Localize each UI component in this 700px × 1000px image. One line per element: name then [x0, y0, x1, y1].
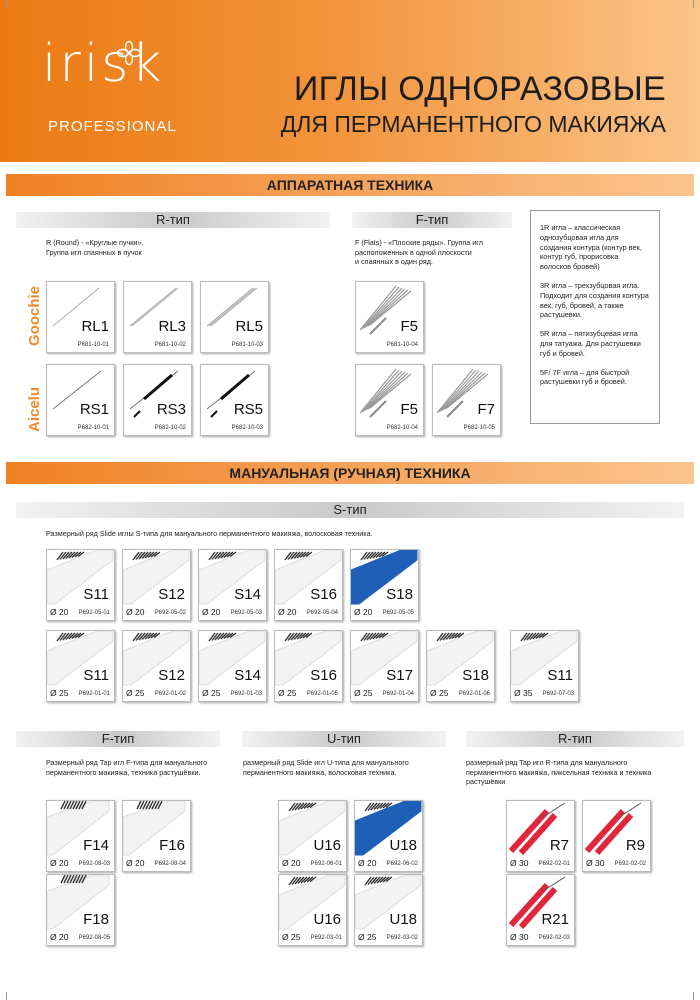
needle-card: [46, 630, 115, 702]
needle-name: F18: [83, 911, 109, 928]
needle-code: P682-10-02: [154, 425, 186, 431]
brand-label-aicelu: Aicelu: [26, 386, 43, 432]
needle-code: P692-07-03: [542, 691, 574, 697]
needle-card: [46, 549, 115, 621]
needle-card: [506, 874, 575, 946]
needle-card: [200, 281, 269, 353]
needle-name: S11: [83, 667, 109, 684]
needle-name: F14: [83, 837, 109, 854]
r-type-desc: R (Round) - «Круглые пучки». Группа игл спаянных в пучок: [46, 238, 144, 257]
needle-code: P692-01-01: [78, 691, 110, 697]
needle-name: S18: [462, 667, 489, 684]
needle-card: [122, 630, 191, 702]
brand-logo-sub: PROFESSIONAL: [48, 118, 177, 135]
page-subtitle: ДЛЯ ПЕРМАНЕНТНОГО МАКИЯЖА: [280, 111, 666, 137]
needle-code: P692-08-05: [78, 935, 110, 941]
u-type-header: [242, 731, 446, 747]
brand-logo: irisk: [42, 34, 165, 94]
needle-name: R21: [541, 911, 569, 928]
needle-code: P681-10-02: [154, 342, 186, 348]
f-type-heading: F-тип: [415, 212, 449, 227]
needle-code: P682-10-03: [231, 425, 263, 431]
needle-name: RL3: [158, 318, 186, 335]
flower-icon: [116, 40, 142, 66]
needle-card: [278, 874, 347, 946]
needle-code: P692-05-04: [306, 610, 338, 616]
s-type-heading: S-тип: [333, 502, 367, 517]
crop-mark: [6, 992, 7, 1000]
needle-code: P692-03-02: [386, 935, 418, 941]
needle-name: S16: [310, 667, 337, 684]
info-box: [530, 210, 660, 424]
needle-diameter: Ø 25: [354, 688, 373, 698]
info-1r: 1R игла – классическая однозубцовая игла для создания контура (контур век, контур губ, прорисовка волосков бровей): [540, 223, 642, 272]
r-type-header: [16, 212, 330, 228]
section-title-hardware: АППАРАТНАЯ ТЕХНИКА: [266, 177, 434, 193]
needle-card: [274, 630, 343, 702]
manual-r-type-header: [466, 731, 684, 747]
needle-card: [506, 800, 575, 872]
needle-card: [278, 800, 347, 872]
f-type-header: [352, 212, 512, 228]
needle-diameter: Ø 20: [358, 858, 377, 868]
crop-mark: [693, 992, 694, 1000]
manual-f-type-heading: F-тип: [101, 731, 135, 746]
needle-diameter: Ø 20: [50, 858, 69, 868]
needle-name: RS1: [79, 401, 109, 418]
needle-code: P692-03-01: [310, 935, 342, 941]
needle-name: F5: [400, 401, 418, 418]
needle-card: [200, 364, 269, 436]
needle-card: [355, 364, 424, 436]
needle-diameter: Ø 20: [202, 607, 221, 617]
needle-card: [350, 630, 419, 702]
needle-diameter: Ø 25: [50, 688, 69, 698]
needle-diameter: Ø 25: [430, 688, 449, 698]
needle-card: [122, 800, 191, 872]
needle-name: U18: [389, 837, 417, 854]
needle-code: P692-06-01: [310, 861, 342, 867]
needle-card: [46, 800, 115, 872]
needle-name: U16: [313, 837, 341, 854]
needle-name: F5: [400, 318, 418, 335]
needle-diameter: Ø 20: [50, 607, 69, 617]
needle-card: [46, 364, 115, 436]
needle-code: P692-08-03: [78, 861, 110, 867]
r-type-heading: R-тип: [156, 212, 190, 227]
needle-code: P681-10-03: [231, 342, 263, 348]
needle-diameter: Ø 25: [282, 932, 301, 942]
needle-diameter: Ø 25: [358, 932, 377, 942]
manual-f-type-desc: Размерный ряд Tap игл F-типа для мануального перманентного макияжа, техника растушёвки.: [46, 758, 208, 777]
needle-code: P692-01-03: [230, 691, 262, 697]
needle-card: [355, 281, 424, 353]
section-title-manual: МАНУАЛЬНАЯ (РУЧНАЯ) ТЕХНИКА: [229, 465, 471, 481]
needle-code: P692-05-03: [230, 610, 262, 616]
needle-name: R7: [549, 837, 569, 854]
needle-name: S14: [234, 586, 261, 603]
needle-name: S11: [547, 667, 573, 684]
needle-card: [354, 874, 423, 946]
needle-diameter: Ø 20: [126, 607, 145, 617]
needle-name: S12: [158, 586, 185, 603]
needle-name: S12: [158, 667, 185, 684]
needle-card: [350, 549, 419, 621]
info-5f7f: 5F/ 7F игла – для быстрой растушевки губ и бровей.: [540, 367, 630, 387]
needle-card: [426, 630, 495, 702]
needle-card: [123, 281, 192, 353]
needle-name: S16: [310, 586, 337, 603]
s-type-desc: Размерный ряд Slide иглы S-типа для мануального перманентного макияжа, волосковая техника.: [46, 529, 373, 538]
needle-name: U18: [389, 911, 417, 928]
brand-label-goochie: Goochie: [26, 285, 43, 346]
needle-code: P692-01-06: [458, 691, 490, 697]
needle-diameter: Ø 25: [202, 688, 221, 698]
needle-name: S14: [234, 667, 261, 684]
needle-code: P692-01-02: [154, 691, 186, 697]
needle-code: P682-10-05: [463, 425, 495, 431]
needle-code: P692-01-05: [306, 691, 338, 697]
needle-name: RS5: [233, 401, 263, 418]
needle-diameter: Ø 25: [278, 688, 297, 698]
needle-code: P682-10-01: [77, 425, 109, 431]
needle-diameter: Ø 30: [586, 858, 605, 868]
manual-r-type-heading: R-тип: [558, 731, 592, 746]
needle-name: RS3: [156, 401, 186, 418]
needle-diameter: Ø 30: [510, 932, 529, 942]
needle-name: RL1: [81, 318, 109, 335]
page-title: ИГЛЫ ОДНОРАЗОВЫЕ: [293, 70, 666, 108]
needle-name: S11: [83, 586, 109, 603]
needle-diameter: Ø 20: [50, 932, 69, 942]
manual-r-type-desc: размерный ряд Tap игл R-типа для мануального перманентного макияжа, пиксельная техника и техника растушёвки: [466, 758, 652, 786]
needle-name: RL5: [235, 318, 263, 335]
needle-code: P692-08-04: [154, 861, 186, 867]
needle-code: P682-10-04: [386, 425, 418, 431]
needle-code: P692-01-04: [382, 691, 414, 697]
needle-code: P681-10-01: [77, 342, 109, 348]
needle-code: P692-05-05: [382, 610, 414, 616]
needle-card: [354, 800, 423, 872]
needle-card: [198, 549, 267, 621]
needle-name: S17: [386, 667, 413, 684]
needle-code: P692-06-02: [386, 861, 418, 867]
needle-card: [46, 874, 115, 946]
needle-card: [123, 364, 192, 436]
needle-card: [582, 800, 651, 872]
needle-name: F16: [159, 837, 185, 854]
needle-card: [122, 549, 191, 621]
needle-code: P692-02-01: [538, 861, 570, 867]
needle-diameter: Ø 20: [126, 858, 145, 868]
needle-code: P692-02-02: [614, 861, 646, 867]
info-3r: 3R игла – трехзубцовая игла. Подходит для создания контура век, губ, бровей, а также растушевки.: [540, 280, 649, 320]
needle-code: P692-05-01: [78, 610, 110, 616]
u-type-heading: U-тип: [327, 731, 361, 746]
needle-name: S18: [386, 586, 413, 603]
needle-diameter: Ø 20: [354, 607, 373, 617]
needle-code: P681-10-04: [386, 342, 418, 348]
s-type-header: [16, 502, 684, 518]
needle-card: [198, 630, 267, 702]
f-type-desc: F (Flats) - «Плоские ряды». Группа игл расположенных в одной плоскости и спаянных в один ряд.: [355, 238, 483, 266]
manual-f-type-header: [16, 731, 220, 747]
needle-card: [510, 630, 579, 702]
needle-diameter: Ø 20: [282, 858, 301, 868]
needle-name: U16: [313, 911, 341, 928]
needle-name: F7: [477, 401, 495, 418]
u-type-desc: размерный ряд Slide игл U-типа для мануального перманентного макияжа, волосковая техника.: [243, 758, 409, 777]
needle-card: [274, 549, 343, 621]
needle-card: [432, 364, 501, 436]
needle-code: P692-02-03: [538, 935, 570, 941]
needle-code: P692-05-02: [154, 610, 186, 616]
info-5r: 5R игла – пятизубцевая игла для татуажа. Для растушевки губ и бровей.: [540, 329, 641, 358]
needle-diameter: Ø 20: [278, 607, 297, 617]
needle-name: R9: [625, 837, 645, 854]
needle-card: [46, 281, 115, 353]
crop-mark: [6, 0, 7, 8]
crop-mark: [693, 0, 694, 8]
needle-diameter: Ø 35: [514, 688, 533, 698]
needle-diameter: Ø 30: [510, 858, 529, 868]
needle-diameter: Ø 25: [126, 688, 145, 698]
